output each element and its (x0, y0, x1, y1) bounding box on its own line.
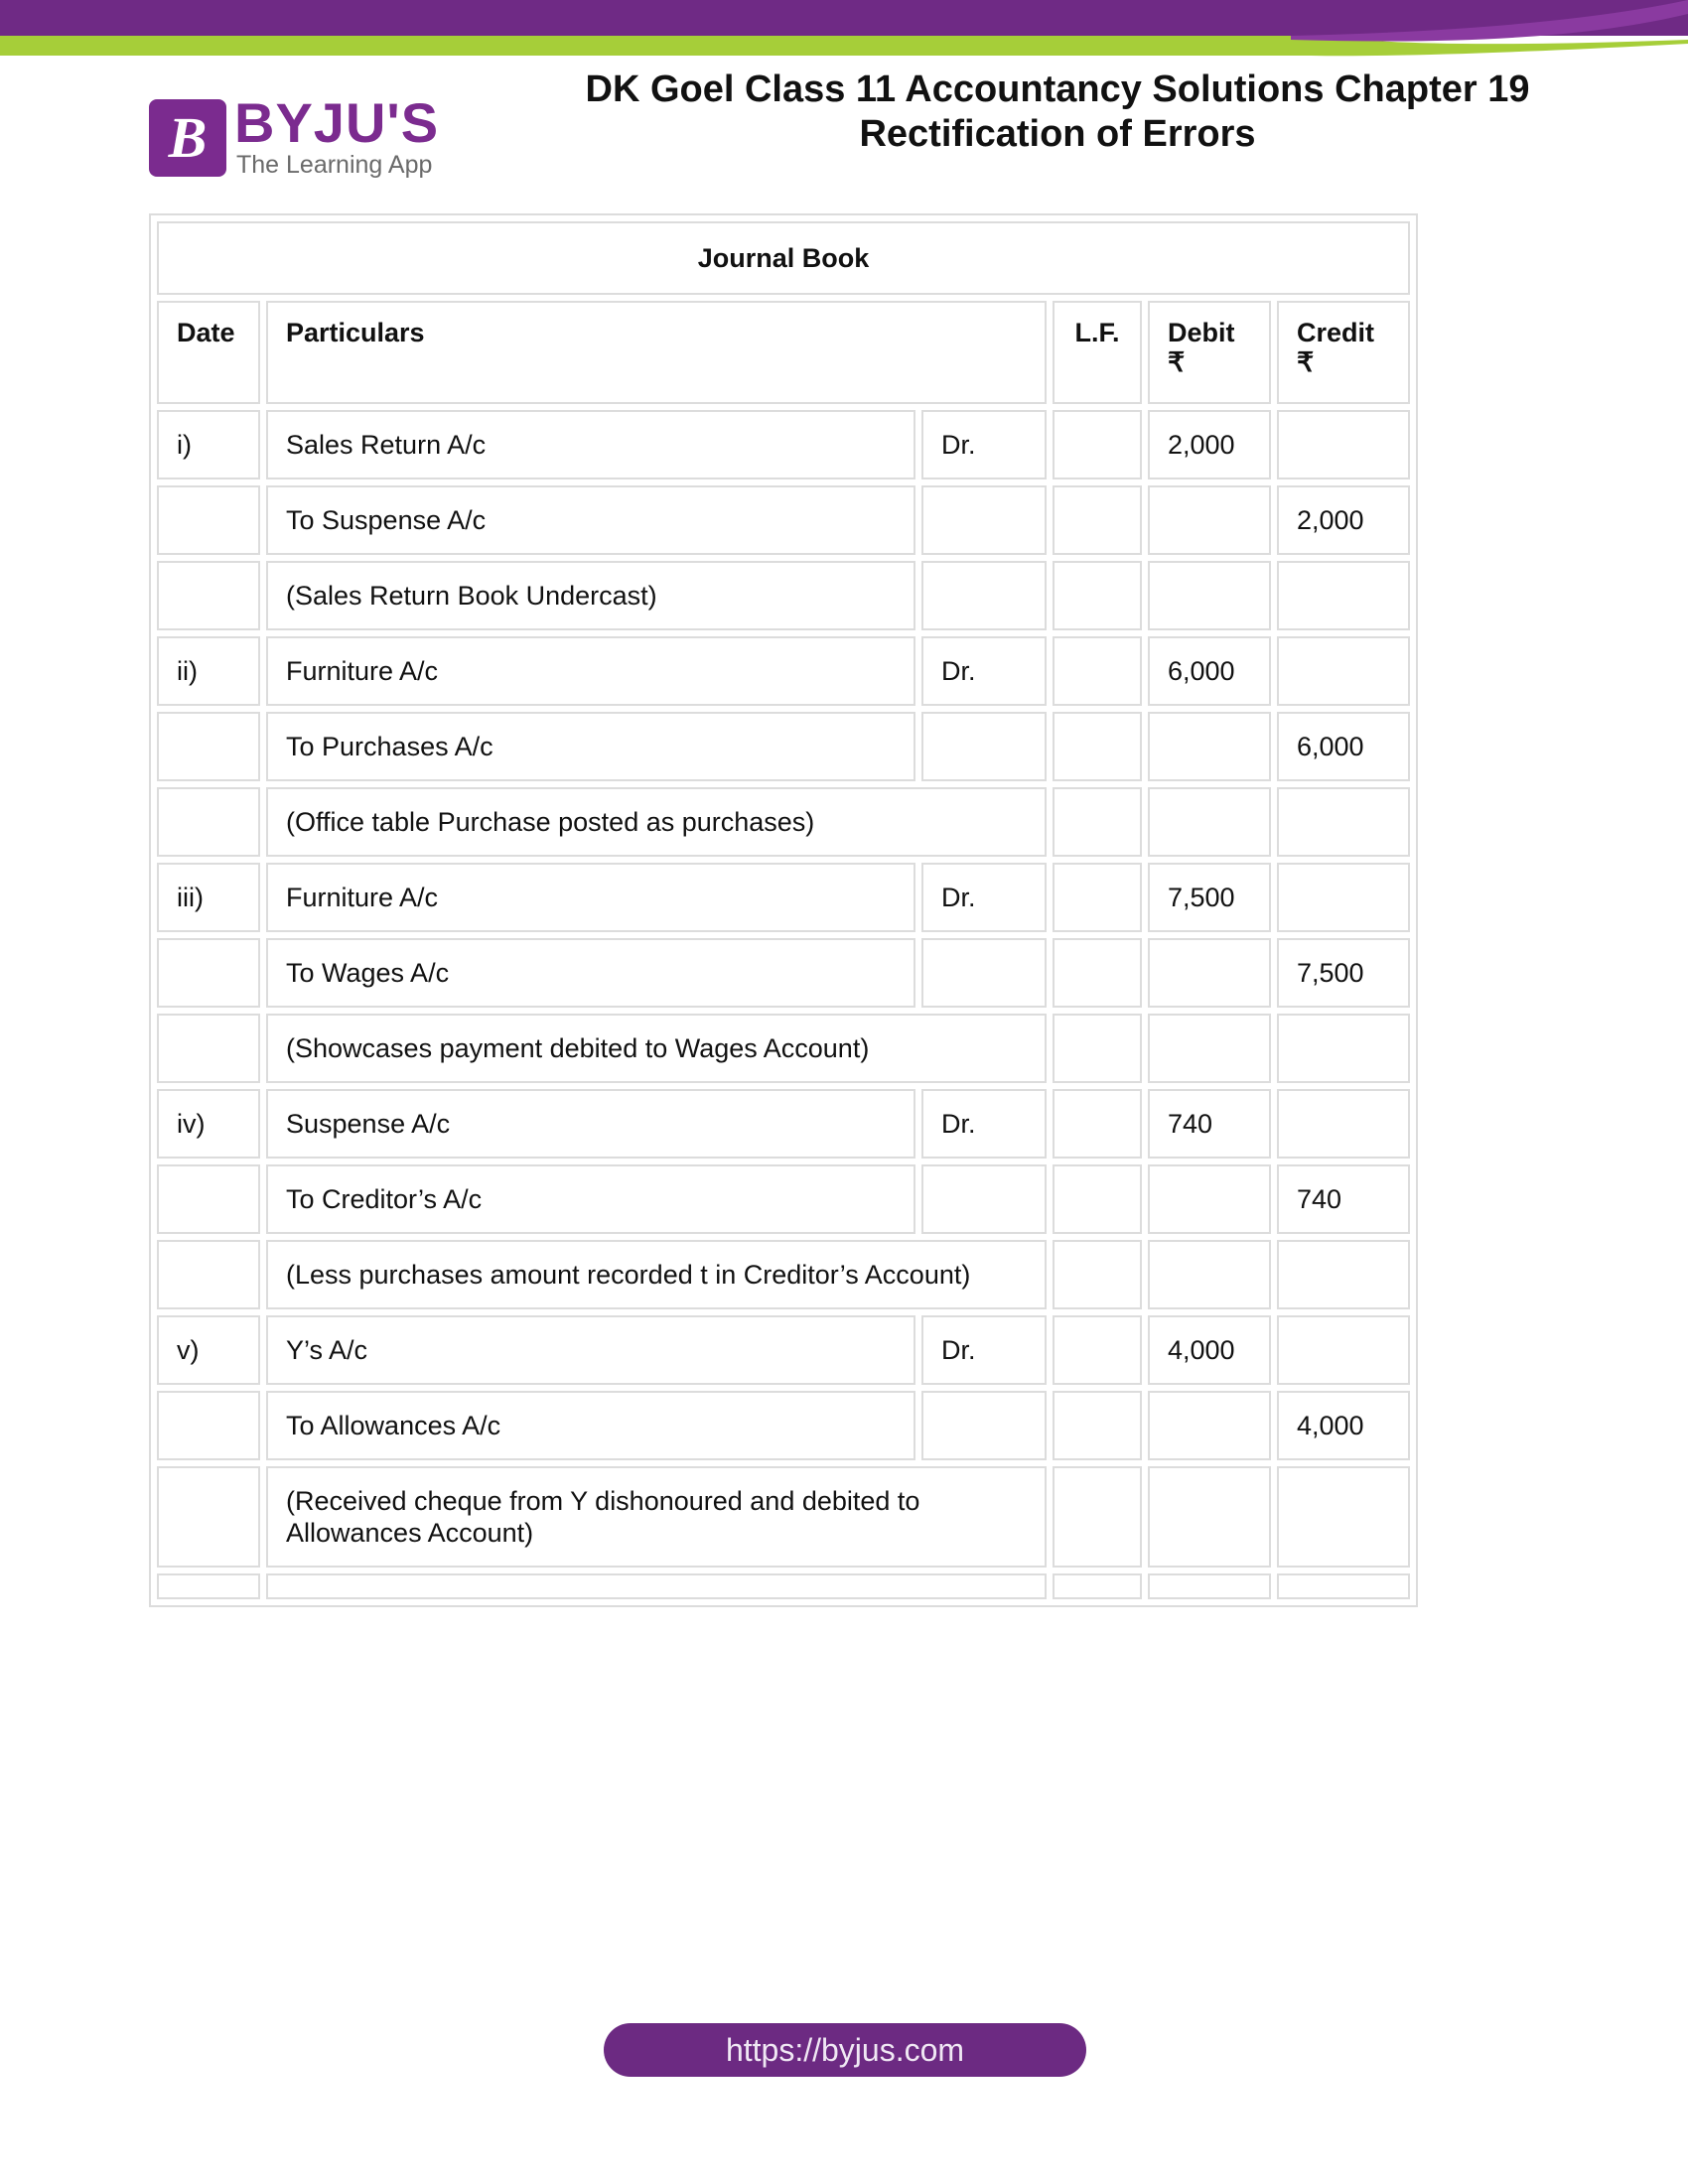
cell-particulars: To Allowances A/c (266, 1391, 915, 1460)
cell-lf (1053, 561, 1142, 630)
column-header-lf: L.F. (1053, 301, 1142, 404)
document-title (556, 68, 1559, 157)
cell-date: i) (157, 410, 260, 479)
cell-debit: 4,000 (1148, 1315, 1271, 1385)
cell-particulars (266, 1573, 1047, 1599)
table-row (157, 561, 1410, 630)
cell-particulars: Suspense A/c (266, 1089, 915, 1159)
cell-debit (1148, 938, 1271, 1008)
cell-credit (1277, 1014, 1410, 1083)
cell-lf (1053, 1466, 1142, 1568)
credit-currency: ₹ (1297, 347, 1315, 377)
cell-lf (1053, 938, 1142, 1008)
cell-dr (921, 485, 1047, 555)
table-row (157, 787, 1410, 857)
cell-lf (1053, 787, 1142, 857)
cell-lf (1053, 1315, 1142, 1385)
table-row (157, 712, 1410, 781)
journal-table (149, 213, 1418, 1607)
cell-particulars: To Suspense A/c (266, 485, 915, 555)
cell-particulars: (Less purchases amount recorded t in Creditor’s Account) (266, 1240, 1047, 1309)
cell-date (157, 1466, 260, 1568)
cell-credit: 6,000 (1277, 712, 1410, 781)
cell-credit (1277, 863, 1410, 932)
cell-lf (1053, 1089, 1142, 1159)
table-row (157, 410, 1410, 479)
table-row (157, 485, 1410, 555)
cell-dr: Dr. (921, 636, 1047, 706)
table-row (157, 1573, 1410, 1599)
cell-debit (1148, 712, 1271, 781)
cell-particulars: To Creditor’s A/c (266, 1164, 915, 1234)
cell-credit (1277, 1573, 1410, 1599)
logo-wordmark: BYJU'S (234, 91, 440, 154)
cell-dr: Dr. (921, 410, 1047, 479)
table-row (157, 1089, 1410, 1159)
table-row (157, 1466, 1410, 1568)
title-line-1: DK Goel Class 11 Accountancy Solutions Chapter 19 (585, 68, 1530, 110)
table-row (157, 1315, 1410, 1385)
cell-debit (1148, 1240, 1271, 1309)
column-header-debit (1148, 301, 1271, 404)
cell-credit (1277, 1466, 1410, 1568)
cell-debit: 7,500 (1148, 863, 1271, 932)
cell-date (157, 712, 260, 781)
cell-date: iii) (157, 863, 260, 932)
cell-debit (1148, 787, 1271, 857)
cell-date (157, 938, 260, 1008)
cell-particulars: (Showcases payment debited to Wages Account) (266, 1014, 1047, 1083)
cell-lf (1053, 1164, 1142, 1234)
cell-particulars: To Wages A/c (266, 938, 915, 1008)
cell-date (157, 1014, 260, 1083)
cell-date (157, 1164, 260, 1234)
top-banner (0, 0, 1688, 60)
cell-debit (1148, 1164, 1271, 1234)
cell-particulars: Sales Return A/c (266, 410, 915, 479)
cell-dr: Dr. (921, 863, 1047, 932)
cell-credit: 4,000 (1277, 1391, 1410, 1460)
cell-date: ii) (157, 636, 260, 706)
table-row (157, 1164, 1410, 1234)
cell-date (157, 485, 260, 555)
logo-mark-icon (149, 99, 226, 177)
cell-credit (1277, 561, 1410, 630)
column-header-particulars: Particulars (266, 301, 1047, 404)
journal-title: Journal Book (157, 221, 1410, 295)
column-header-credit (1277, 301, 1410, 404)
cell-debit (1148, 1573, 1271, 1599)
cell-dr (921, 712, 1047, 781)
cell-particulars: Furniture A/c (266, 863, 915, 932)
table-row (157, 863, 1410, 932)
cell-dr (921, 1391, 1047, 1460)
cell-credit (1277, 636, 1410, 706)
cell-credit: 2,000 (1277, 485, 1410, 555)
cell-lf (1053, 1014, 1142, 1083)
table-row (157, 1391, 1410, 1460)
cell-lf (1053, 410, 1142, 479)
table-row (157, 1014, 1410, 1083)
column-header-date: Date (157, 301, 260, 404)
cell-particulars: Y’s A/c (266, 1315, 915, 1385)
cell-lf (1053, 1391, 1142, 1460)
debit-label: Debit (1168, 318, 1235, 347)
cell-debit (1148, 561, 1271, 630)
cell-particulars: (Office table Purchase posted as purchases) (266, 787, 1047, 857)
table-row (157, 636, 1410, 706)
cell-particulars: (Received cheque from Y dishonoured and debited to Allowances Account) (266, 1466, 1047, 1568)
cell-date (157, 1391, 260, 1460)
cell-debit (1148, 1014, 1271, 1083)
cell-dr (921, 561, 1047, 630)
cell-debit (1148, 1466, 1271, 1568)
cell-particulars: Furniture A/c (266, 636, 915, 706)
cell-lf (1053, 485, 1142, 555)
cell-particulars: (Sales Return Book Undercast) (266, 561, 915, 630)
footer-url-link[interactable] (604, 2023, 1086, 2077)
cell-dr (921, 1164, 1047, 1234)
cell-dr: Dr. (921, 1315, 1047, 1385)
cell-lf (1053, 636, 1142, 706)
cell-credit (1277, 1089, 1410, 1159)
cell-particulars: To Purchases A/c (266, 712, 915, 781)
cell-lf (1053, 1240, 1142, 1309)
footer-url: https://byjus.com (725, 2032, 965, 2068)
byjus-logo (149, 91, 440, 182)
credit-label: Credit (1297, 318, 1375, 347)
table-row (157, 938, 1410, 1008)
cell-date (157, 561, 260, 630)
cell-debit: 740 (1148, 1089, 1271, 1159)
cell-dr: Dr. (921, 1089, 1047, 1159)
cell-credit (1277, 410, 1410, 479)
cell-debit (1148, 1391, 1271, 1460)
cell-credit: 740 (1277, 1164, 1410, 1234)
cell-debit: 2,000 (1148, 410, 1271, 479)
cell-date: v) (157, 1315, 260, 1385)
cell-debit (1148, 485, 1271, 555)
cell-credit (1277, 1315, 1410, 1385)
table-row (157, 1240, 1410, 1309)
cell-lf (1053, 863, 1142, 932)
logo-tagline: The Learning App (236, 151, 433, 179)
cell-lf (1053, 1573, 1142, 1599)
cell-credit (1277, 787, 1410, 857)
cell-dr (921, 938, 1047, 1008)
debit-currency: ₹ (1168, 347, 1186, 377)
cell-date (157, 1573, 260, 1599)
cell-debit: 6,000 (1148, 636, 1271, 706)
cell-credit: 7,500 (1277, 938, 1410, 1008)
cell-credit (1277, 1240, 1410, 1309)
logo-letter: B (168, 105, 208, 170)
cell-date: iv) (157, 1089, 260, 1159)
cell-date (157, 787, 260, 857)
cell-date (157, 1240, 260, 1309)
cell-lf (1053, 712, 1142, 781)
title-line-2: Rectification of Errors (859, 113, 1256, 155)
